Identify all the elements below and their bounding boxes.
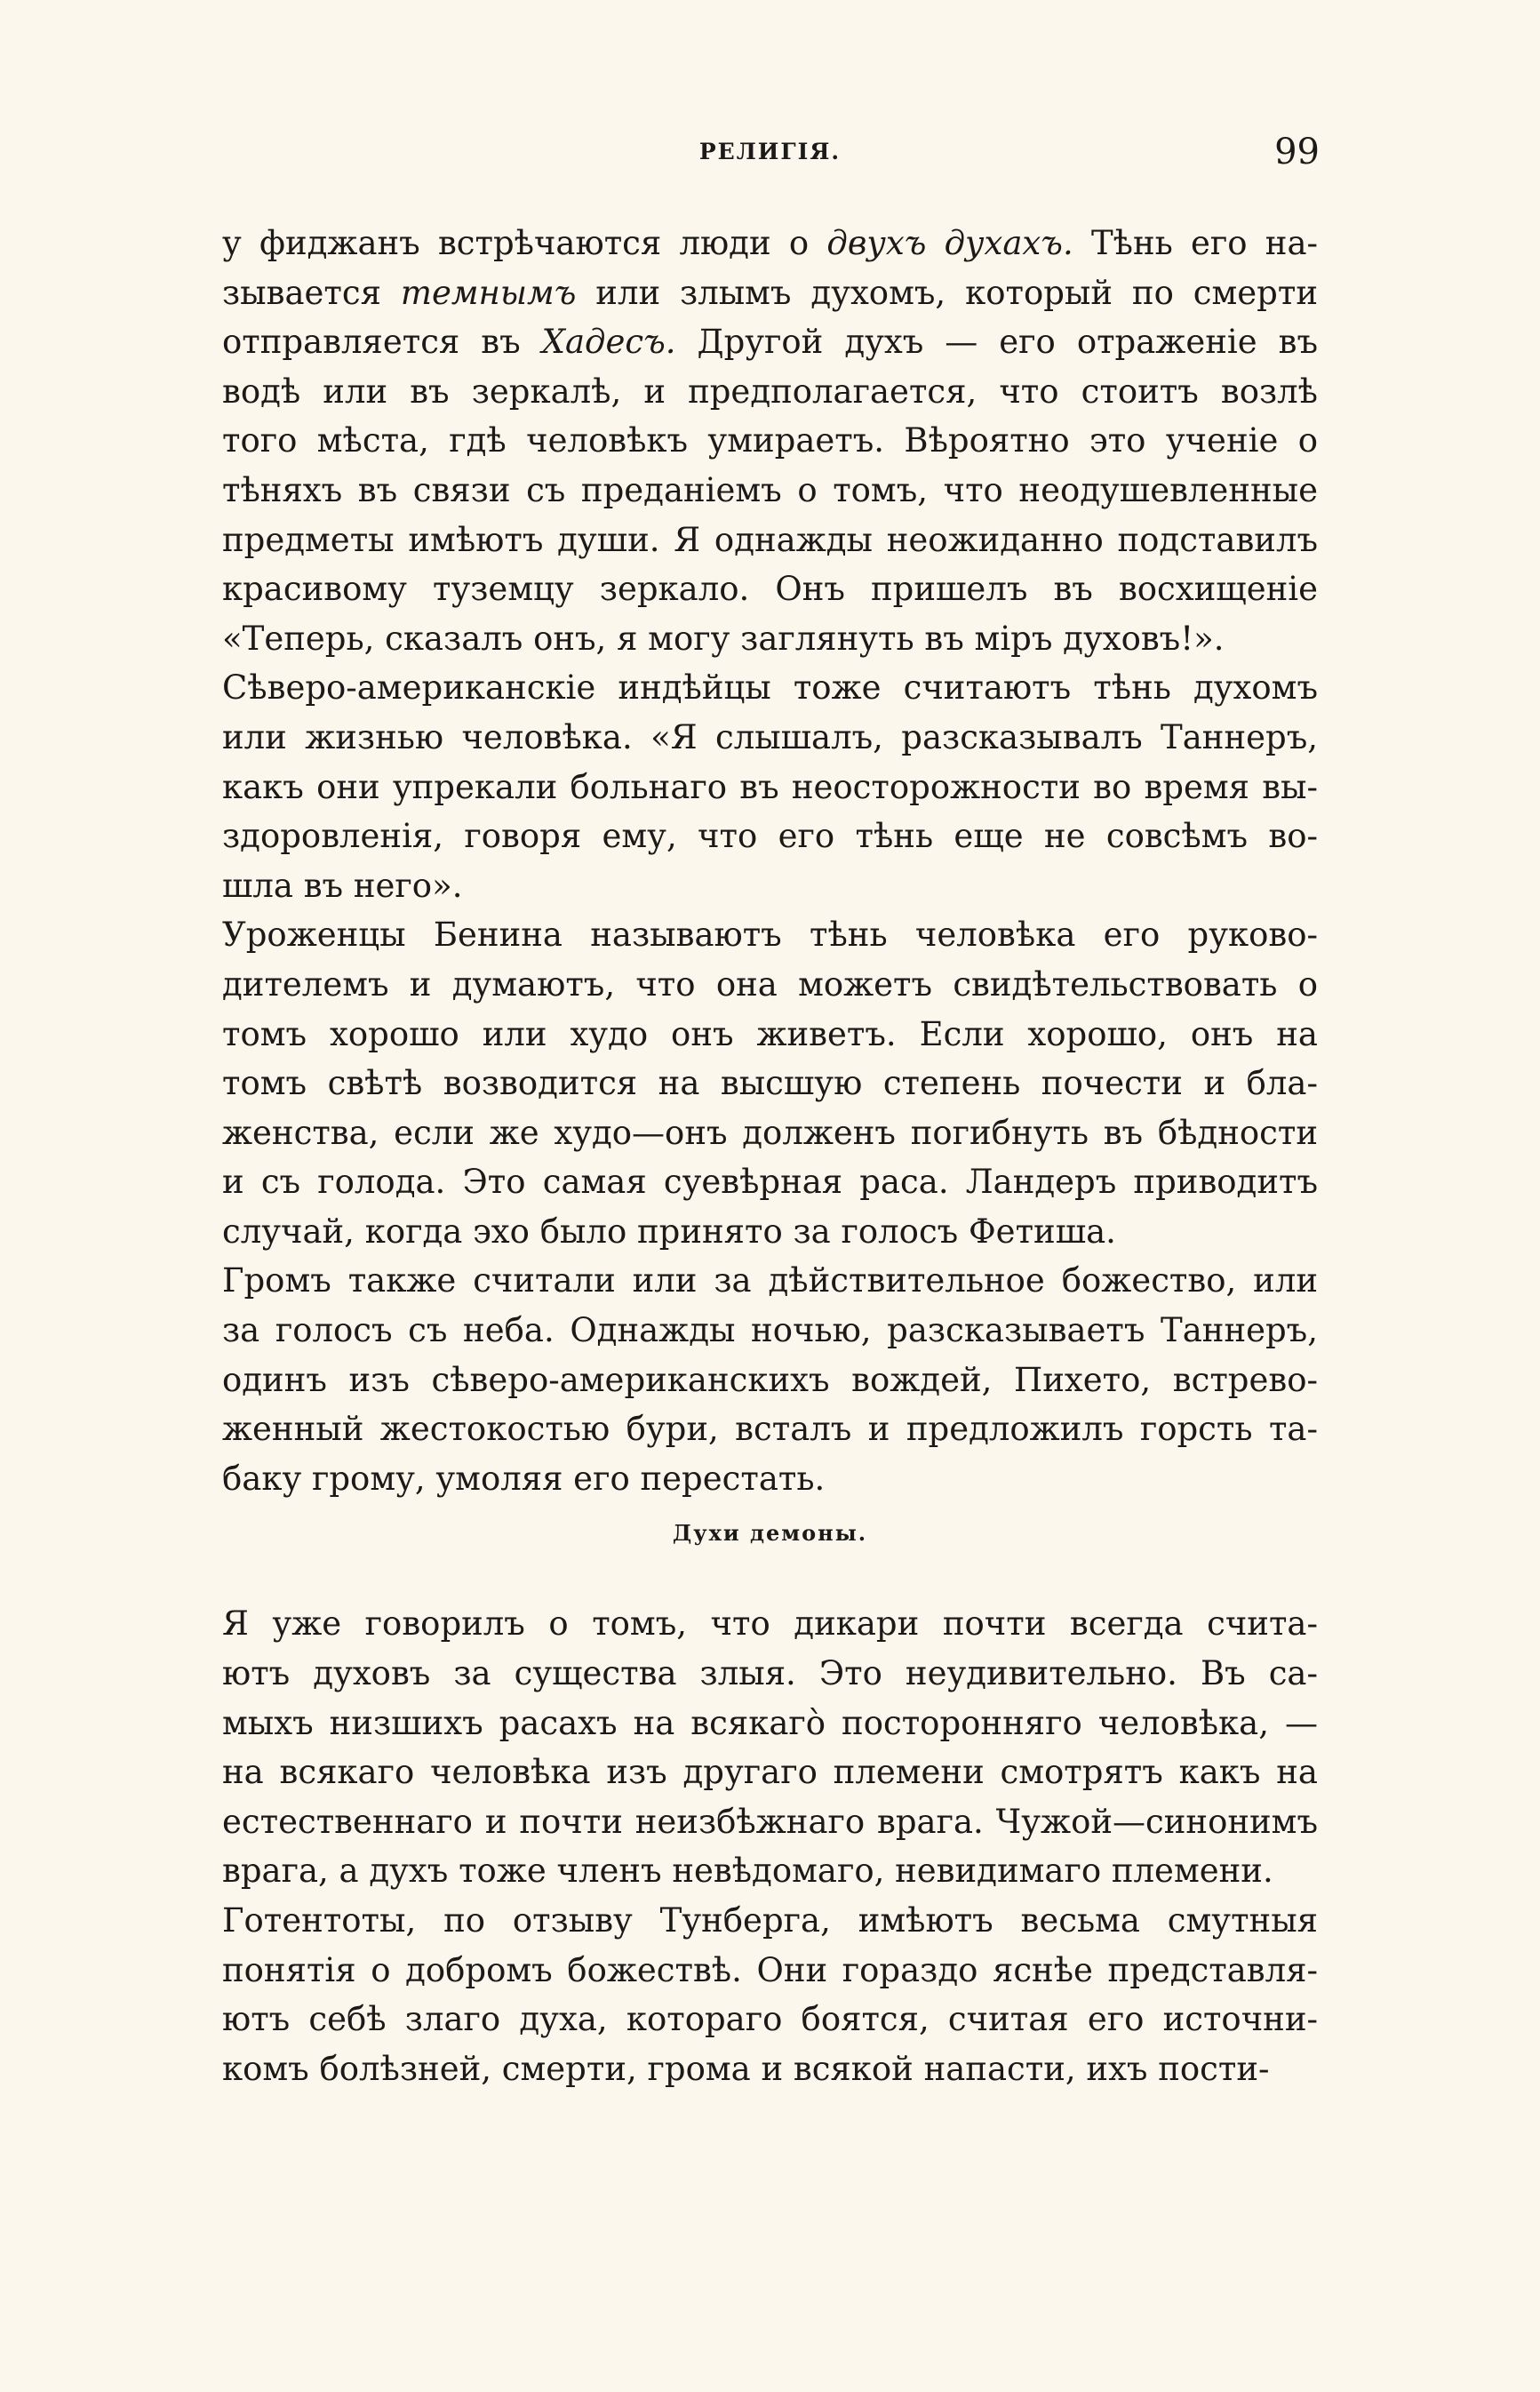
text-run: Сѣверо-американскіе индѣйцы тоже считаютъ тѣнь духомъ (222, 668, 1318, 708)
text-run: Громъ также считали или за дѣйствительное божество, или (222, 1261, 1318, 1300)
text-line (222, 614, 1318, 664)
paragraph (222, 219, 1318, 663)
section-heading: Духи демоны. (672, 1520, 868, 1547)
text-run: зывается (222, 273, 401, 312)
running-title: РЕЛИГІЯ. (698, 139, 842, 164)
text-run: какъ они упрекали больнаго въ неосторожности во время вы- (222, 767, 1318, 806)
text-line (222, 2044, 1318, 2094)
text-run: у фиджанъ встрѣчаются люди о (222, 224, 827, 262)
text-line (222, 1108, 1318, 1158)
text-run: случай, когда эхо было принято за голосъ Фетиша. (222, 1212, 1116, 1251)
text-run: понятія о добромъ божествѣ. Они гораздо яснѣе представля- (222, 1950, 1318, 1989)
text-line (222, 1846, 1318, 1896)
text-line (222, 960, 1318, 1010)
text-line (222, 416, 1318, 466)
text-line (222, 516, 1318, 565)
text-line (222, 1256, 1318, 1306)
text-line (222, 1699, 1318, 1748)
paragraph (222, 1256, 1318, 1503)
text-run: на всякаго человѣка изъ другаго племени смотрятъ какъ на (222, 1753, 1318, 1792)
text-run: за голосъ съ неба. Однажды ночью, разсказываетъ Таннеръ, (222, 1311, 1318, 1350)
text-run: или жизнью человѣка. «Я слышалъ, разсказывалъ Таннеръ, (222, 717, 1318, 756)
text-line (222, 317, 1318, 367)
text-run: ютъ духовъ за существа злыя. Это неудивительно. Въ са- (222, 1654, 1318, 1693)
text-run: врага, а духъ тоже членъ невѣдомаго, невидимаго племени. (222, 1852, 1273, 1891)
italic-run: двухъ духахъ. (826, 224, 1073, 262)
text-run: естественнаго и почти неизбѣжнаго врага. Чужой—синонимъ (222, 1802, 1318, 1841)
text-run: Готентоты, по отзыву Тунберга, имѣютъ весьма смутныя (222, 1901, 1318, 1940)
text-line (222, 910, 1318, 960)
text-run: Уроженцы Бенина называютъ тѣнь человѣка его руково- (222, 916, 1318, 955)
text-run: комъ болѣзней, смерти, грома и всякой напасти, ихъ пости- (222, 2049, 1270, 2088)
paragraph (222, 910, 1318, 1256)
text-run: баку грому, умоляя его перестать. (222, 1459, 826, 1498)
text-run: томъ хорошо или худо онъ живетъ. Если хорошо, онъ на (222, 1014, 1318, 1053)
text-line (222, 1896, 1318, 1946)
text-line (222, 1010, 1318, 1060)
text-block (222, 219, 1318, 2093)
text-line (222, 763, 1318, 812)
text-line (222, 1599, 1318, 1649)
text-line (222, 1649, 1318, 1699)
text-run: ютъ себѣ злаго духа, котораго боятся, считая его источни- (222, 2000, 1318, 2039)
text-line (222, 1059, 1318, 1108)
text-line (222, 1797, 1318, 1847)
paragraph (222, 1896, 1318, 2093)
text-line (222, 713, 1318, 763)
text-run: Тѣнь его на- (1073, 224, 1318, 262)
text-line (222, 268, 1318, 318)
text-line (222, 219, 1318, 268)
text-run: Я уже говорилъ о томъ, что дикари почти всегда счита- (222, 1604, 1318, 1644)
paragraphs-before-heading (222, 219, 1318, 1503)
italic-run: Хадесъ. (541, 323, 676, 362)
text-run: предметы имѣютъ души. Я однажды неожиданно подставилъ (222, 520, 1318, 559)
text-line (222, 564, 1318, 614)
text-line (222, 1356, 1318, 1405)
italic-run: темнымъ (400, 273, 577, 312)
text-run: тѣняхъ въ связи съ преданіемъ о томъ, что неодушевленные (222, 470, 1318, 509)
text-run: того мѣста, гдѣ человѣкъ умираетъ. Вѣроятно это ученіе о (222, 421, 1318, 460)
paragraph (222, 663, 1318, 910)
text-run: шла въ него». (222, 866, 463, 905)
text-run: «Теперь, сказалъ онъ, я могу заглянуть въ міръ духовъ!». (222, 619, 1225, 658)
text-line (222, 812, 1318, 861)
text-run: женный жестокостью бури, всталъ и предложилъ горсть та- (222, 1410, 1318, 1449)
text-line (222, 1404, 1318, 1454)
text-run: и съ голода. Это самая суевѣрная раса. Ландеръ приводитъ (222, 1163, 1318, 1202)
text-line (222, 367, 1318, 417)
text-run: женства, если же худо—онъ долженъ погибнуть въ бѣдности (222, 1113, 1318, 1152)
text-run: здоровленія, говоря ему, что его тѣнь еще не совсѣмъ во- (222, 817, 1318, 856)
text-run: дителемъ и думаютъ, что она можетъ свидѣтельствовать о (222, 964, 1318, 1004)
paragraphs-after-heading (222, 1599, 1318, 2093)
text-run: отправляется въ (222, 323, 542, 362)
text-line (222, 466, 1318, 516)
text-run: Другой духъ — его отраженіе въ (675, 323, 1318, 362)
text-line (222, 1748, 1318, 1797)
text-line (222, 1207, 1318, 1257)
running-head (0, 132, 1540, 176)
text-run: красивому туземцу зеркало. Онъ пришелъ въ восхищеніе (222, 570, 1318, 609)
text-line (222, 1946, 1318, 1996)
page-number: 99 (1274, 132, 1320, 172)
text-line (222, 1454, 1318, 1504)
paragraph (222, 1599, 1318, 1896)
text-line (222, 663, 1318, 713)
text-line (222, 861, 1318, 911)
text-run: одинъ изъ сѣверо-американскихъ вождей, Пихето, встрево- (222, 1360, 1318, 1399)
text-line (222, 1157, 1318, 1207)
text-run: водѣ или въ зеркалѣ, и предполагается, что стоитъ возлѣ (222, 372, 1318, 411)
text-line (222, 1995, 1318, 2044)
text-run: или злымъ духомъ, который по смерти (576, 273, 1318, 312)
text-run: томъ свѣтѣ возводится на высшую степень почести и бла- (222, 1064, 1318, 1103)
text-line (222, 1306, 1318, 1356)
text-run: мыхъ низшихъ расахъ на всякагò посторонняго человѣка, — (222, 1703, 1318, 1742)
